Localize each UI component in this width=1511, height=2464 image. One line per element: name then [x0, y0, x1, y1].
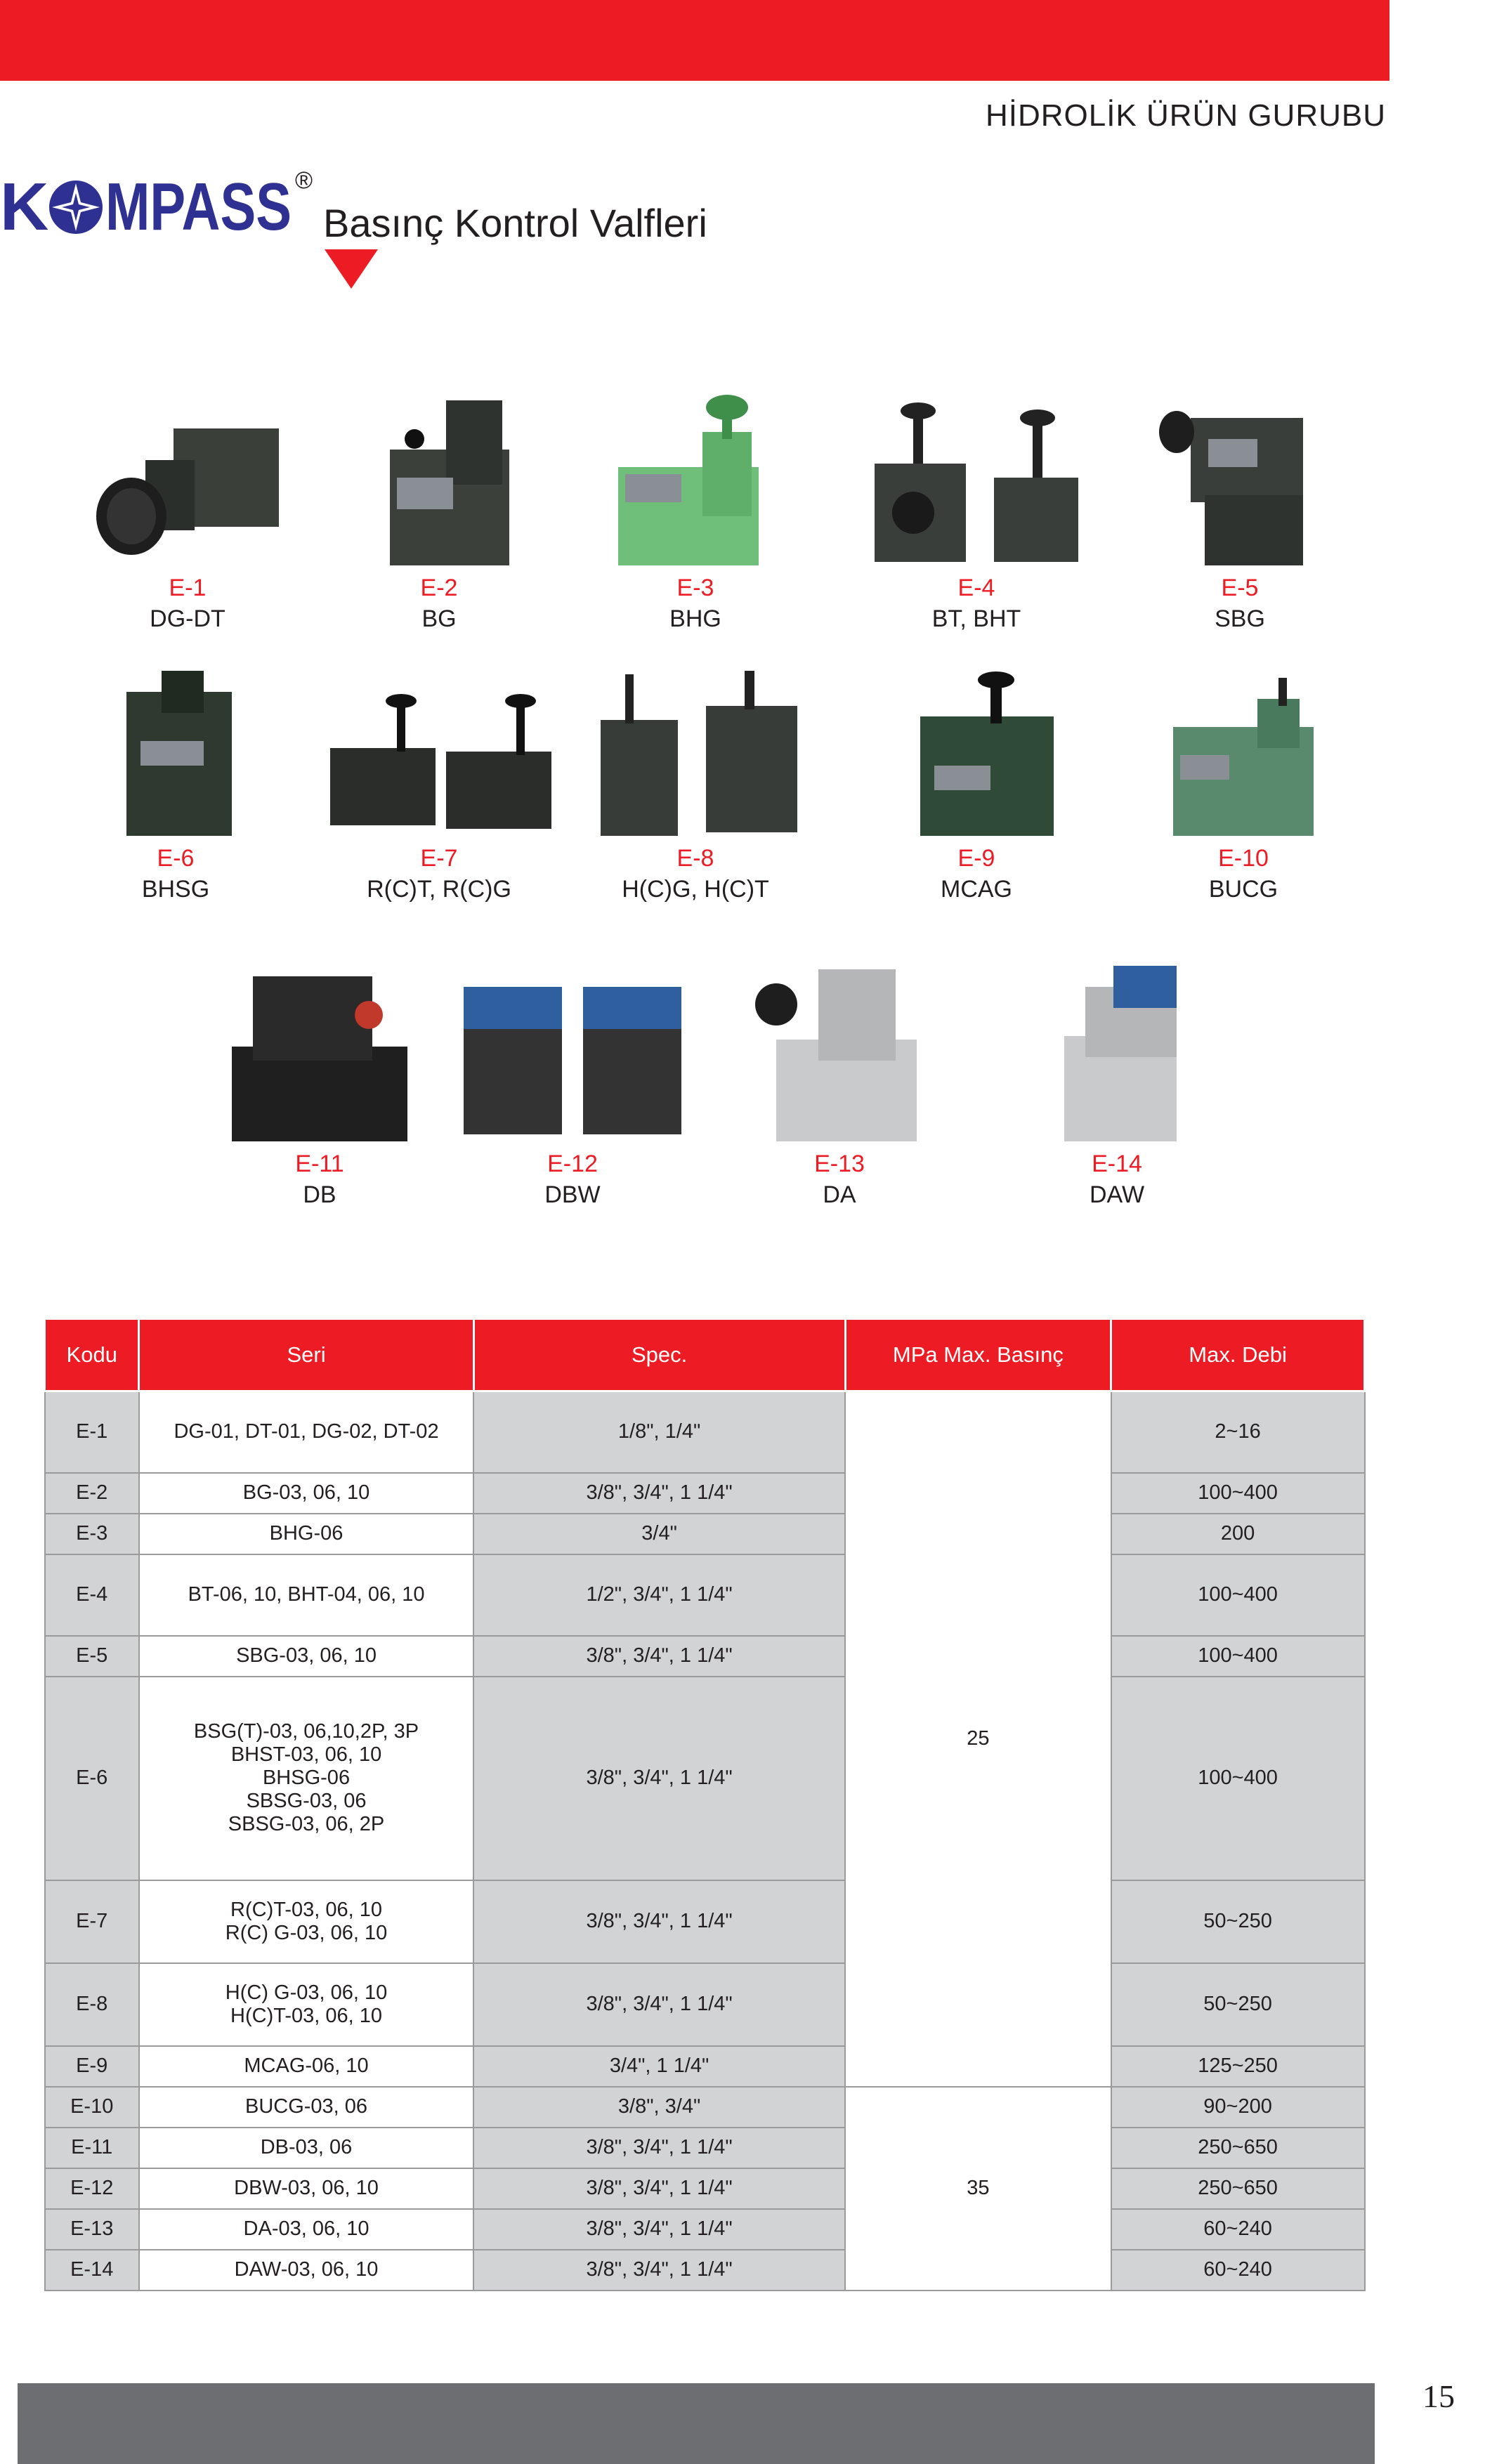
product-e14: [1022, 959, 1212, 1210]
seri-line: SBSG-03, 06, 2P: [228, 1813, 385, 1835]
product-name: DAW: [1089, 1181, 1145, 1208]
product-name: BHG: [669, 605, 721, 632]
cell-kodu: E-10: [45, 2087, 139, 2128]
table-row: [45, 2087, 1365, 2128]
spec-table: [44, 1318, 1366, 2291]
cell-spec: 3/8ʺ, 3/4ʺ, 1 1/4ʺ: [473, 2168, 845, 2209]
svg-text:MPASS: MPASS: [105, 172, 292, 242]
cell-kodu: E-9: [45, 2046, 139, 2087]
cell-spec: 3/8ʺ, 3/4ʺ, 1 1/4ʺ: [473, 2250, 845, 2291]
valve-image: [98, 664, 253, 843]
table-row: [45, 1677, 1365, 1880]
cell-spec: 1/8ʺ, 1/4ʺ: [473, 1391, 845, 1473]
cell-debi: 100~400: [1111, 1554, 1365, 1636]
product-code: E-1: [169, 575, 207, 601]
product-code: E-9: [957, 845, 995, 872]
cell-kodu: E-13: [45, 2209, 139, 2250]
col-seri: Seri: [139, 1319, 473, 1391]
cell-seri: DA-03, 06, 10: [139, 2209, 473, 2250]
valve-image: [320, 681, 558, 843]
seri-line: H(C)T-03, 06, 10: [230, 2004, 383, 2027]
table-row: [45, 2250, 1365, 2291]
table-row: [45, 1473, 1365, 1514]
cell-seri: DG-01, DT-01, DG-02, DT-02: [139, 1391, 473, 1473]
valve-image: [218, 962, 421, 1148]
cell-kodu: E-12: [45, 2168, 139, 2209]
title-triangle: [325, 249, 378, 289]
product-e7: [320, 681, 558, 905]
seri-line: BSG(T)-03, 06,10,2P, 3P: [193, 1720, 419, 1743]
cell-seri: [139, 1880, 473, 1963]
product-e9: [871, 667, 1082, 905]
cell-spec: 3/8ʺ, 3/4ʺ, 1 1/4ʺ: [473, 1963, 845, 2046]
group-title: HİDROLİK ÜRÜN GURUBU: [985, 98, 1386, 133]
footer-bar: [18, 2383, 1375, 2464]
product-name: MCAG: [941, 876, 1012, 903]
cell-seri: BT-06, 10, BHT-04, 06, 10: [139, 1554, 473, 1636]
cell-kodu: E-4: [45, 1554, 139, 1636]
cell-debi: 90~200: [1111, 2087, 1365, 2128]
product-code: E-12: [547, 1151, 598, 1177]
page-title: Basınç Kontrol Valfleri: [323, 201, 707, 245]
product-code: E-8: [676, 845, 714, 872]
col-spec: Spec.: [473, 1319, 845, 1391]
seri-line: BHST-03, 06, 10: [230, 1743, 382, 1766]
product-name: DB: [303, 1181, 336, 1208]
product-e10: [1142, 671, 1345, 905]
product-e2: [330, 393, 548, 634]
product-name: DG-DT: [150, 605, 225, 632]
product-e8: [587, 664, 804, 905]
seri-line: SBSG-03, 06: [246, 1790, 367, 1812]
cell-debi: 200: [1111, 1514, 1365, 1554]
cell-seri: SBG-03, 06, 10: [139, 1636, 473, 1677]
product-code: E-4: [957, 575, 995, 601]
table-row: [45, 1880, 1365, 1963]
cell-spec: 3/8ʺ, 3/4ʺ, 1 1/4ʺ: [473, 2209, 845, 2250]
table-row: [45, 2168, 1365, 2209]
product-name: BG: [421, 605, 457, 632]
cell-debi: 100~400: [1111, 1473, 1365, 1514]
product-code: E-11: [295, 1151, 344, 1177]
product-e1: [79, 411, 296, 634]
valve-image: [348, 393, 530, 572]
cell-seri: BHG-06: [139, 1514, 473, 1554]
table-row: [45, 2128, 1365, 2168]
table-row: [45, 1963, 1365, 2046]
cell-debi: 125~250: [1111, 2046, 1365, 2087]
product-name: H(C)G, H(C)T: [622, 876, 769, 903]
product-name: BUCG: [1208, 876, 1278, 903]
product-e6: [81, 664, 270, 905]
product-code: E-6: [157, 845, 195, 872]
product-e3: [590, 390, 801, 634]
cell-kodu: E-3: [45, 1514, 139, 1554]
cell-kodu: E-1: [45, 1391, 139, 1473]
col-flow: Max. Debi: [1111, 1319, 1365, 1391]
valve-image: [89, 411, 286, 572]
table-row: [45, 2209, 1365, 2250]
product-code: E-14: [1092, 1151, 1142, 1177]
valve-image: [597, 390, 794, 572]
cell-seri: DB-03, 06: [139, 2128, 473, 2168]
valve-image: [453, 973, 692, 1148]
cell-kodu: E-2: [45, 1473, 139, 1514]
cell-spec: 1/2ʺ, 3/4ʺ, 1 1/4ʺ: [473, 1554, 845, 1636]
valve-image: [861, 400, 1092, 572]
product-name: SBG: [1215, 605, 1265, 632]
cell-seri: [139, 1963, 473, 2046]
valve-image: [1149, 404, 1331, 572]
cell-debi: 60~240: [1111, 2209, 1365, 2250]
product-name: BHSG: [141, 876, 210, 903]
seri-line: BHSG-06: [262, 1767, 351, 1789]
cell-kodu: E-11: [45, 2128, 139, 2168]
cell-spec: 3/8ʺ, 3/4ʺ, 1 1/4ʺ: [473, 1636, 845, 1677]
cell-spec: 3/4ʺ, 1 1/4ʺ: [473, 2046, 845, 2087]
product-e12: [453, 973, 692, 1210]
cell-debi: 50~250: [1111, 1880, 1365, 1963]
product-name: R(C)T, R(C)G: [367, 876, 511, 903]
table-row: [45, 1514, 1365, 1554]
product-e5: [1142, 404, 1338, 634]
cell-debi: 100~400: [1111, 1677, 1365, 1880]
cell-seri: MCAG-06, 10: [139, 2046, 473, 2087]
cell-spec: 3/8ʺ, 3/4ʺ: [473, 2087, 845, 2128]
cell-pressure: 35: [845, 2087, 1111, 2291]
col-pressure: MPa Max. Basınç: [845, 1319, 1111, 1391]
cell-pressure: 25: [845, 1391, 1111, 2087]
seri-line: R(C) G-03, 06, 10: [225, 1921, 388, 1944]
cell-debi: 2~16: [1111, 1391, 1365, 1473]
cell-seri: DAW-03, 06, 10: [139, 2250, 473, 2291]
cell-spec: 3/8ʺ, 3/4ʺ, 1 1/4ʺ: [473, 2128, 845, 2168]
col-kodu: Kodu: [45, 1319, 139, 1391]
cell-kodu: E-7: [45, 1880, 139, 1963]
valve-image: [1152, 671, 1335, 843]
product-e11: [207, 962, 432, 1210]
table-row: [45, 1636, 1365, 1677]
cell-seri: BG-03, 06, 10: [139, 1473, 473, 1514]
product-code: E-3: [676, 575, 714, 601]
cell-kodu: E-8: [45, 1963, 139, 2046]
kompass-logo: [0, 172, 302, 242]
table-header-row: [45, 1319, 1365, 1391]
product-name: DA: [823, 1181, 856, 1208]
product-name: BT, BHT: [931, 605, 1021, 632]
product-code: E-7: [420, 845, 458, 872]
product-code: E-10: [1218, 845, 1269, 872]
top-red-bar: [0, 0, 1389, 81]
table-row: [45, 1391, 1365, 1473]
cell-kodu: E-14: [45, 2250, 139, 2291]
cell-kodu: E-6: [45, 1677, 139, 1880]
product-code: E-2: [420, 575, 458, 601]
cell-spec: 3/4ʺ: [473, 1514, 845, 1554]
cell-spec: 3/8ʺ, 3/4ʺ, 1 1/4ʺ: [473, 1473, 845, 1514]
page-number: 15: [1422, 2378, 1455, 2414]
cell-spec: 3/8ʺ, 3/4ʺ, 1 1/4ʺ: [473, 1880, 845, 1963]
cell-seri: DBW-03, 06, 10: [139, 2168, 473, 2209]
cell-debi: 250~650: [1111, 2128, 1365, 2168]
cell-debi: 100~400: [1111, 1636, 1365, 1677]
cell-seri: [139, 1677, 473, 1880]
valve-image: [748, 955, 931, 1148]
valve-image: [885, 667, 1068, 843]
valve-image: [587, 664, 804, 843]
seri-line: R(C)T-03, 06, 10: [230, 1898, 383, 1921]
product-code: E-13: [814, 1151, 865, 1177]
registered-mark: ®: [295, 167, 313, 194]
valve-image: [1036, 959, 1198, 1148]
product-e4: [861, 400, 1092, 634]
cell-debi: 50~250: [1111, 1963, 1365, 2046]
cell-debi: 60~240: [1111, 2250, 1365, 2291]
cell-kodu: E-5: [45, 1636, 139, 1677]
product-e13: [734, 955, 945, 1210]
table-row: [45, 1554, 1365, 1636]
product-name: DBW: [544, 1181, 601, 1208]
cell-seri: BUCG-03, 06: [139, 2087, 473, 2128]
cell-spec: 3/8ʺ, 3/4ʺ, 1 1/4ʺ: [473, 1677, 845, 1880]
svg-text:K: K: [0, 172, 49, 242]
cell-debi: 250~650: [1111, 2168, 1365, 2209]
product-code: E-5: [1221, 575, 1259, 601]
seri-line: H(C) G-03, 06, 10: [225, 1981, 388, 2004]
table-row: [45, 2046, 1365, 2087]
